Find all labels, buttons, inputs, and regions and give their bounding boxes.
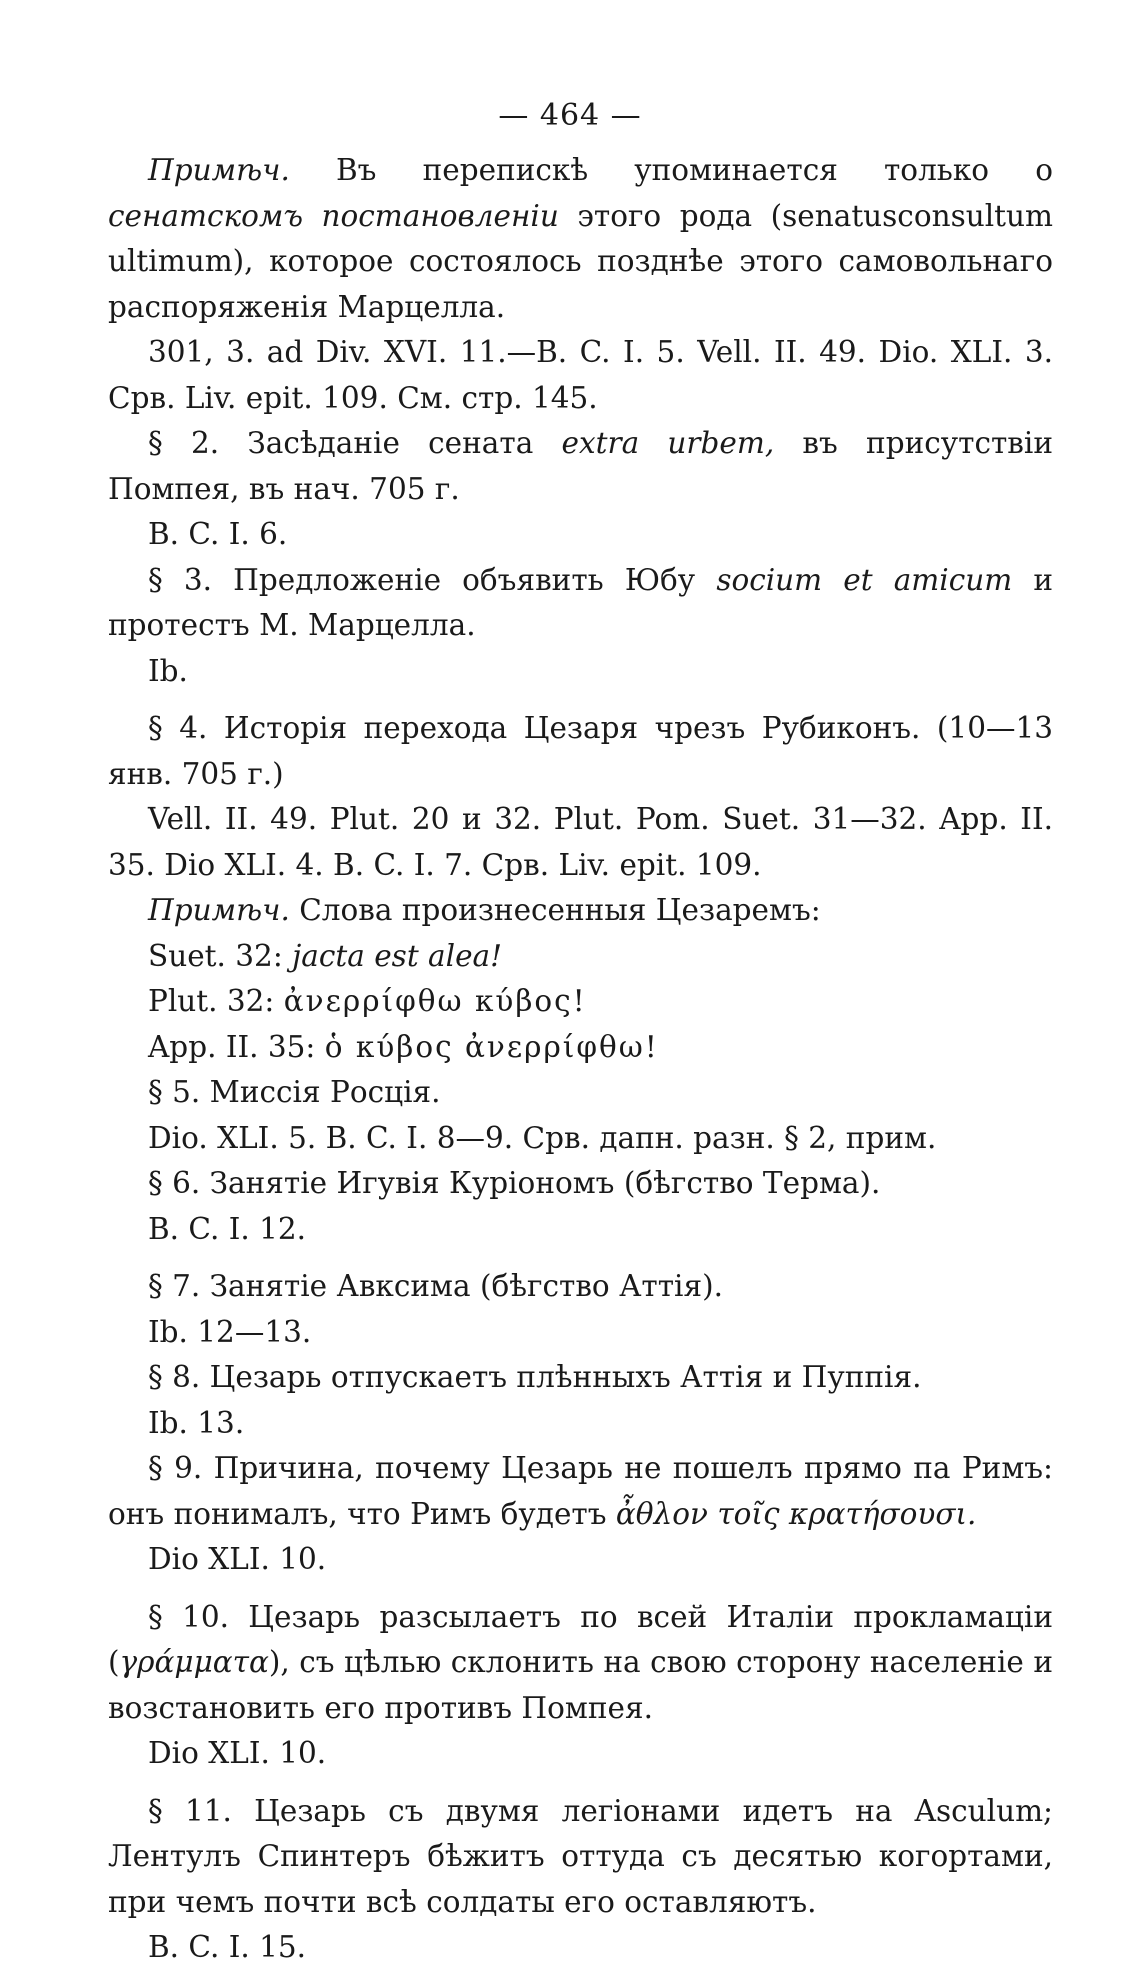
reference-line: B. C. I. 15. <box>148 1930 307 1964</box>
reference-line: B. C. I. 6. <box>148 517 288 551</box>
page-body <box>108 148 1053 1971</box>
reference-line: Dio. XLI. 5. B. C. I. 8—9. Срв. дапн. разн. § 2, прим. <box>148 1120 937 1155</box>
section-5: § 5. Миссія Росція. <box>148 1075 441 1109</box>
section-3: § 3. Предложеніе объявить Юбу socium et amicum и протестъ М. Марцелла. <box>108 562 1053 642</box>
quote-line: Plut. 32: ἀνερρίφθω κύβος! <box>148 984 587 1018</box>
quote-line: Suet. 32: jacta est alea! <box>148 938 502 973</box>
note-lead: Примѣч. <box>148 153 290 187</box>
section-2: § 2. Засѣданіе сената extra urbem, въ присутствіи Помпея, въ нач. 705 г. <box>108 426 1053 506</box>
section-7: § 7. Занятіе Авксима (бѣгство Аттія). <box>148 1269 723 1303</box>
reference-line: 301, 3. ad Div. XVI. 11.—B. C. I. 5. Vell. II. 49. Dio. XLI. 3. Срв. Liv. epit. 109. См. стр. 145. <box>108 335 1053 415</box>
section-4: § 4. Исторія перехода Цезаря чрезъ Рубиконъ. (10—13 янв. 705 г.) <box>108 711 1053 791</box>
reference-line: B. C. I. 12. <box>148 1211 307 1246</box>
page-number: — 464 — <box>498 98 642 133</box>
reference-line: Dio XLI. 10. <box>148 1542 327 1576</box>
quote-line: App. II. 35: ὁ κύβος ἀνερρίφθω! <box>148 1029 659 1064</box>
reference-line: Dio XLI. 10. <box>148 1736 327 1770</box>
section-11: § 11. Цезарь съ двумя легіонами идетъ на Asculum; Лентулъ Спинтеръ бѣжитъ оттуда съ десятью когортами, при чемъ почти всѣ солдаты его оставляютъ. <box>108 1793 1053 1919</box>
note-paragraph: Примѣч. Слова произнесенныя Цезаремъ: <box>148 893 821 927</box>
section-10: § 10. Цезарь разсылаетъ по всей Италіи прокламаціи (γράμματα), съ цѣлью склонить на свою сторону населеніе и возстановить его противъ Помпея. <box>108 1599 1053 1725</box>
reference-line: Ib. 13. <box>148 1405 245 1440</box>
section-9: § 9. Причина, почему Цезарь не пошелъ прямо па Римъ: онъ понималъ, что Римъ будетъ ἆθλον τοῖς κρατήσουσι. <box>108 1451 1053 1531</box>
section-8: § 8. Цезарь отпускаетъ плѣнныхъ Аттія и Пуппія. <box>148 1360 922 1394</box>
reference-line: Vell. II. 49. Plut. 20 и 32. Plut. Pom. Suet. 31—32. App. II. 35. Dio XLI. 4. B. C. I. 7. Срв. Liv. epit. 109. <box>108 802 1053 882</box>
note-paragraph: Примѣч. Въ перепискѣ упоминается только о сенатскомъ постановленіи этого рода (senatusconsultum ultimum), которое состоялось позднѣе этого самовольнаго распоряженія Марцелла. <box>108 153 1053 324</box>
reference-line: Ib. <box>148 653 188 688</box>
section-6: § 6. Занятіе Игувія Куріономъ (бѣгство Терма). <box>148 1166 881 1200</box>
reference-line: Ib. 12—13. <box>148 1314 312 1349</box>
